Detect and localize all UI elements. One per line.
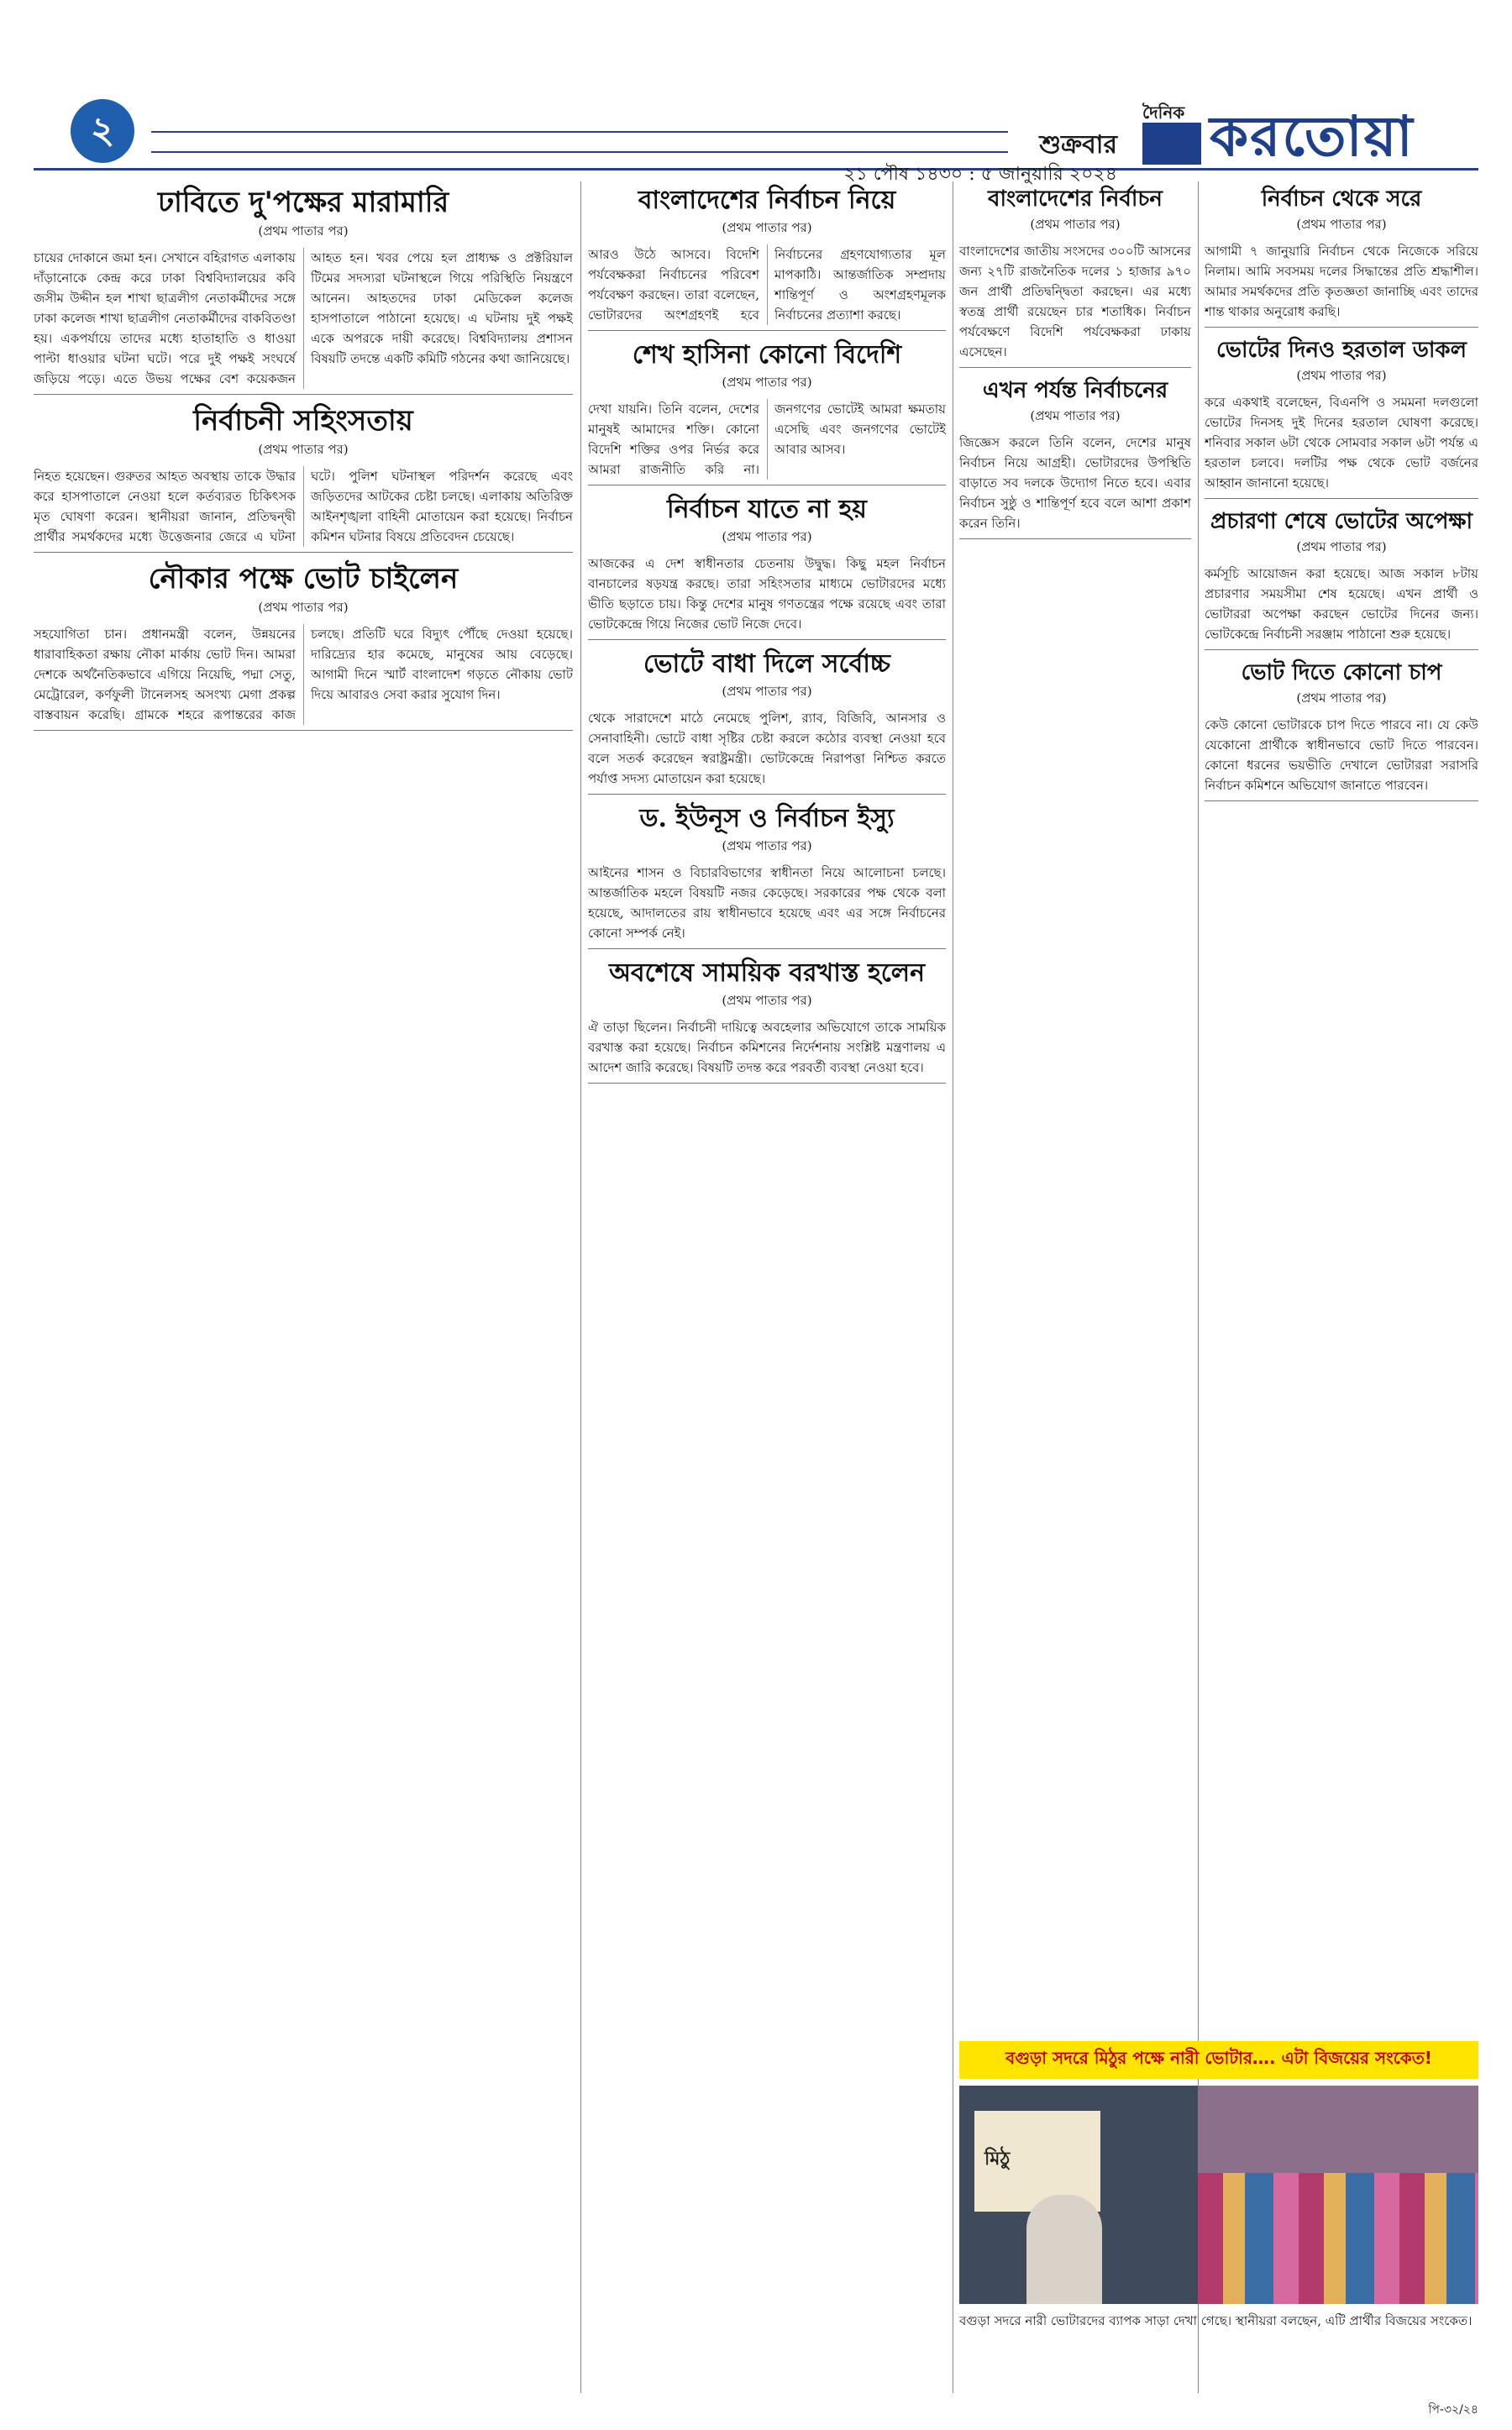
column-a xyxy=(34,181,573,2393)
story-body: চায়ের দোকানে জমা হন। সেখানে বহিরাগত এলাকায় দাঁড়ানোকে কেন্দ্র করে ঢাকা বিশ্ববিদ্যালয়ের কবি জসীম উদ্দীন হল শাখা ছাত্রলীগ নেতাকর্মীদের সঙ্গে ঢাকা কলেজ শাখা ছাত্রলীগ নেতাকর্মীদের বাকবিতণ্ডা হয়। একপর্যায়ে তাদের মধ্যে হাতাহাতি ও ধাওয়া পাল্টা ধাওয়ার ঘটনা ঘটে। পরে দুই পক্ষই সংঘর্ষে জড়িয়ে পড়ে। এতে উভয় পক্ষের বেশ কয়েকজন আহত হন। খবর পেয়ে হল প্রাধ্যক্ষ ও প্রক্টরিয়াল টিমের সদস্যরা ঘটনাস্থলে গিয়ে পরিস্থিতি নিয়ন্ত্রণে আনেন। আহতদের ঢাকা মেডিকেল কলেজ হাসপাতালে পাঠানো হয়েছে। এ ঘটনায় দুই পক্ষই একে অপরকে দায়ী করেছে। বিশ্ববিদ্যালয় প্রশাসন বিষয়টি তদন্তে একটি কমিটি গঠনের কথা জানিয়েছে। xyxy=(34,250,573,386)
story-body: কর্মসূচি আয়োজন করা হয়েছে। আজ সকাল ৮টায় প্রচারণার সময়সীমা শেষ হয়েছে। এখন প্রার্থী ও ভোটাররা অপেক্ষা করছেন ভোটের দিনের জন্য। ভোটকেন্দ্রে নির্বাচনী সরঞ্জাম পাঠানো শুরু হয়েছে। xyxy=(1205,566,1478,642)
story-continued-label: (প্রথম পাতার পর) xyxy=(722,993,812,1008)
photo-right-panel xyxy=(1198,2086,1478,2304)
story-headline: প্রচারণা শেষে ভোটের অপেক্ষা xyxy=(1210,509,1473,534)
story-bd-election-world xyxy=(588,185,946,331)
masthead-rule xyxy=(151,131,1008,153)
story-headline: নির্বাচন যাতে না হয় xyxy=(667,495,867,524)
story-suspended xyxy=(588,958,946,1084)
story-continued-label: (প্রথম পাতার পর) xyxy=(258,223,349,239)
story-headline: ভোটের দিনও হরতাল ডাকল xyxy=(1216,338,1467,363)
story-headline: ড. ইউনূস ও নির্বাচন ইস্যু xyxy=(639,804,895,833)
story-continued-label: (প্রথম পাতার পর) xyxy=(1030,408,1121,423)
story-continued-label: (প্রথম পাতার পর) xyxy=(722,529,812,544)
story-continued-label: (প্রথম পাতার পর) xyxy=(1296,217,1387,232)
photo-left-panel xyxy=(959,2086,1198,2304)
story-continued-label: (প্রথম পাতার পর) xyxy=(1296,539,1387,554)
story-body: আজকের এ দেশ স্বাধীনতার চেতনায় উদ্বুদ্ধ। কিছু মহল নির্বাচন বানচালের ষড়যন্ত্র করছে। তারা সহিংসতার মাধ্যমে ভোটারদের মধ্যে ভীতি ছড়াতে চায়। কিন্তু দেশের মানুষ গণতন্ত্রের পক্ষে রয়েছে এবং তারা ভোটকেন্দ্রে গিয়ে নিজের ভোট নিজে দেবে। xyxy=(588,556,946,632)
story-body: থেকে সারাদেশে মাঠে নেমেছে পুলিশ, র‍্যাব, বিজিবি, আনসার ও সেনাবাহিনী। ভোটে বাধা সৃষ্টির চেষ্টা করলে কঠোর ব্যবস্থা নেওয়া হবে বলে সতর্ক করেছেন স্বরাষ্ট্রমন্ত্রী। ভোটকেন্দ্রে নিরাপত্তা নিশ্চিত করতে পর্যাপ্ত সদস্য মোতায়েন করা হয়েছে। xyxy=(588,711,946,786)
story-sheikh-hasina xyxy=(588,339,946,485)
story-boat-vote xyxy=(34,561,573,731)
story-body: আগামী ৭ জানুয়ারি নির্বাচন থেকে নিজেকে সরিয়ে নিলাম। আমি সবসময় দলের সিদ্ধান্তের প্রতি শ্রদ্ধাশীল। আমার সমর্থকদের প্রতি কৃতজ্ঞতা জানাচ্ছি এবং তাদের শান্ত থাকার অনুরোধ করছি। xyxy=(1205,244,1478,319)
story-dhaka-clash xyxy=(34,185,573,395)
story-body: ঐ তাড়া ছিলেন। নির্বাচনী দায়িত্বে অবহেলার অভিযোগে তাকে সাময়িক বরখাস্ত করা হয়েছে। নির্বাচন কমিশনের নির্দেশনায় সংশ্লিষ্ট মন্ত্রণালয় এ আদেশ জারি করেছে। বিষয়টি তদন্ত করে পরবর্তী ব্যবস্থা নেওয়া হবে। xyxy=(588,1020,946,1075)
story-continued-label: (প্রথম পাতার পর) xyxy=(722,375,812,390)
story-headline: ভোট দিতে কোনো চাপ xyxy=(1241,660,1442,685)
issue-date: ২১ পৌষ ১৪৩০ : ৫ জানুয়ারি ২০২৪ xyxy=(843,164,1117,185)
logo-small-text: দৈনিক xyxy=(1142,102,1185,123)
story-election-held xyxy=(588,494,946,640)
logo-main-text: করতোয়া xyxy=(1210,103,1415,169)
story-withdraw xyxy=(1205,185,1478,328)
column-divider xyxy=(580,181,581,2393)
story-continued-label: (প্রথম পাতার পর) xyxy=(258,600,349,615)
story-headline: নির্বাচনী সহিংসতায় xyxy=(193,404,413,438)
story-headline: এখন পর্যন্ত নির্বাচনের xyxy=(982,378,1168,403)
story-continued-label: (প্রথম পাতার পর) xyxy=(722,838,812,853)
story-bd-election xyxy=(959,185,1191,368)
story-body: করে একথাই বলেছেন, বিএনপি ও সমমনা দলগুলো ভোটের দিনসহ দুই দিনের হরতাল ঘোষণা করেছে। শনিবার সকাল ৬টা থেকে সোমবার সকাল ৬টা পর্যন্ত এ হরতাল চলবে। দলটির পক্ষ থেকে ভোট বর্জনের আহ্বান জানানো হয়েছে। xyxy=(1205,395,1478,491)
story-continued-label: (প্রথম পাতার পর) xyxy=(1030,217,1121,232)
story-continued-label: (প্রথম পাতার পর) xyxy=(722,684,812,699)
story-body: দেখা যায়নি। তিনি বলেন, দেশের মানুষই আমাদের শক্তি। কোনো বিদেশি শক্তির ওপর নির্ভর করে আমরা রাজনীতি করি না। জনগণের ভোটেই আমরা ক্ষমতায় এসেছি এবং জনগণের ভোটেই আবার আসব। xyxy=(588,402,946,477)
story-pressure xyxy=(1205,659,1478,801)
story-headline: শেখ হাসিনা কোনো বিদেশি xyxy=(632,340,902,370)
story-campaign-end xyxy=(1205,507,1478,650)
newspaper-logo xyxy=(1142,101,1445,168)
photo-banner: বগুড়া সদরে মিঠুর পক্ষে নারী ভোটার…. এটা বিজয়ের সংকেত! xyxy=(959,2041,1478,2079)
person-figure xyxy=(1026,2195,1102,2304)
story-headline: অবশেষে সাময়িক বরখাস্ত হলেন xyxy=(608,958,926,988)
story-headline: ঢাবিতে দু'পক্ষের মারামারি xyxy=(157,186,449,219)
story-continued-label: (প্রথম পাতার পর) xyxy=(258,442,349,457)
campaign-sign-text: মিঠু xyxy=(984,2148,1011,2170)
story-body: আরও উঠে আসবে। বিদেশি পর্যবেক্ষকরা নির্বাচনের পরিবেশ পর্যবেক্ষণ করছেন। তারা বলেছেন, ভোটারদের অংশগ্রহণই হবে নির্বাচনের গ্রহণযোগ্যতার মূল মাপকাঠি। আন্তর্জাতিক সম্প্রদায় শান্তিপূর্ণ ও অংশগ্রহণমূলক নির্বাচনের প্রত্যাশা করছে। xyxy=(588,247,946,323)
story-yunus xyxy=(588,803,946,949)
story-body: নিহত হয়েছেন। গুরুতর আহত অবস্থায় তাকে উদ্ধার করে হাসপাতালে নেওয়া হলে কর্তব্যরত চিকিৎসক মৃত ঘোষণা করেন। স্থানীয়রা জানান, প্রতিদ্বন্দ্বী প্রার্থীর সমর্থকদের মধ্যে উত্তেজনার জেরে এ ঘটনা ঘটে। পুলিশ ঘটনাস্থল পরিদর্শন করেছে এবং জড়িতদের আটকের চেষ্টা চলছে। এলাকায় অতিরিক্ত আইনশৃঙ্খলা বাহিনী মোতায়েন করা হয়েছে। নির্বাচন কমিশন ঘটনার বিষয়ে প্রতিবেদন চেয়েছে। xyxy=(34,469,573,544)
story-continued-label: (প্রথম পাতার পর) xyxy=(1296,368,1387,383)
page-number-badge: ২ xyxy=(71,99,134,163)
story-body: বাংলাদেশের জাতীয় সংসদের ৩০০টি আসনের জন্য ২৭টি রাজনৈতিক দলের ১ হাজার ৯৭০ জন প্রার্থী প্রতিদ্বন্দ্বিতা করছেন। এর মধ্যে স্বতন্ত্র প্রার্থী রয়েছেন চার শতাধিক। নির্বাচন পর্যবেক্ষণে বিদেশি পর্যবেক্ষকরা ঢাকায় এসেছেন। xyxy=(959,244,1191,360)
page-footer xyxy=(34,2396,1478,2430)
issue-day: শুক্রবার xyxy=(1039,130,1117,160)
footer-code: পি-৩২/২৪ xyxy=(1428,2403,1478,2417)
story-body: কেউ কোনো ভোটারকে চাপ দিতে পারবে না। যে কেউ যেকোনো প্রার্থীকে স্বাধীনভাবে ভোট দিতে পারবেন। কোনো ধরনের ভয়ভীতি দেখালে ভোটাররা সরাসরি নির্বাচন কমিশনে অভিযোগ জানাতে পারবেন। xyxy=(1205,717,1478,793)
story-continued-label: (প্রথম পাতার পর) xyxy=(1296,690,1387,706)
story-headline: নৌকার পক্ষে ভোট চাইলেন xyxy=(148,562,459,596)
photo-caption: বগুড়া সদরে নারী ভোটারদের ব্যাপক সাড়া দেখা গেছে। স্থানীয়রা বলছেন, এটি প্রার্থীর বিজয়ের সংকেত। xyxy=(959,2313,1473,2328)
crowd-figures xyxy=(1198,2173,1478,2304)
story-vote-obstruct xyxy=(588,648,946,795)
story-hartal xyxy=(1205,336,1478,499)
story-headline: বাংলাদেশের নির্বাচন xyxy=(988,186,1163,212)
story-headline: নির্বাচন থেকে সরে xyxy=(1261,186,1422,212)
logo-bar xyxy=(1142,123,1201,165)
masthead xyxy=(34,0,1478,185)
story-headline: বাংলাদেশের নির্বাচন নিয়ে xyxy=(638,186,896,215)
story-electoral-violence xyxy=(34,403,573,553)
story-headline: ভোটে বাধা দিলে সর্বোচ্চ xyxy=(643,649,890,679)
story-continued-label: (প্রথম পাতার পর) xyxy=(722,220,812,235)
story-body: সহযোগিতা চান। প্রধানমন্ত্রী বলেন, উন্নয়নের ধারাবাহিকতা রক্ষায় নৌকা মার্কায় ভোট দিন। আমরা দেশকে অর্থনৈতিকভাবে এগিয়ে নিয়েছি, পদ্মা সেতু, মেট্রোরেল, কর্ণফুলী টানেলসহ অসংখ্য মেগা প্রকল্প বাস্তবায়ন করেছি। গ্রামকে শহরে রূপান্তরের কাজ চলছে। প্রতিটি ঘরে বিদ্যুৎ পৌঁছে দেওয়া হয়েছে। দারিদ্র্যের হার কমেছে, মানুষের আয় বেড়েছে। আগামী দিনে স্মার্ট বাংলাদেশ গড়তে নৌকায় ভোট দিয়ে আবারও সেবা করার সুযোগ দিন। xyxy=(34,627,573,722)
story-still-before xyxy=(959,376,1191,539)
feature-photo-block xyxy=(959,2041,1478,2331)
story-body: জিজ্ঞেস করলে তিনি বলেন, দেশের মানুষ নির্বাচন নিয়ে আগ্রহী। ভোটারদের উপস্থিতি বাড়াতে সব দলকে উদ্যোগ নিতে হবে। এবার নির্বাচন সুষ্ঠু ও শান্তিপূর্ণ হবে বলে আশা প্রকাশ করেন তিনি। xyxy=(959,435,1191,531)
feature-photo xyxy=(959,2086,1478,2304)
column-b xyxy=(588,181,946,2393)
story-body: আইনের শাসন ও বিচারবিভাগের স্বাধীনতা নিয়ে আলোচনা চলছে। আন্তর্জাতিক মহলে বিষয়টি নজর কেড়েছে। সরকারের পক্ষ থেকে বলা হয়েছে, আদালতের রায় স্বাধীনভাবে হয়েছে এবং এর সঙ্গে নির্বাচনের কোনো সম্পর্ক নেই। xyxy=(588,865,946,941)
